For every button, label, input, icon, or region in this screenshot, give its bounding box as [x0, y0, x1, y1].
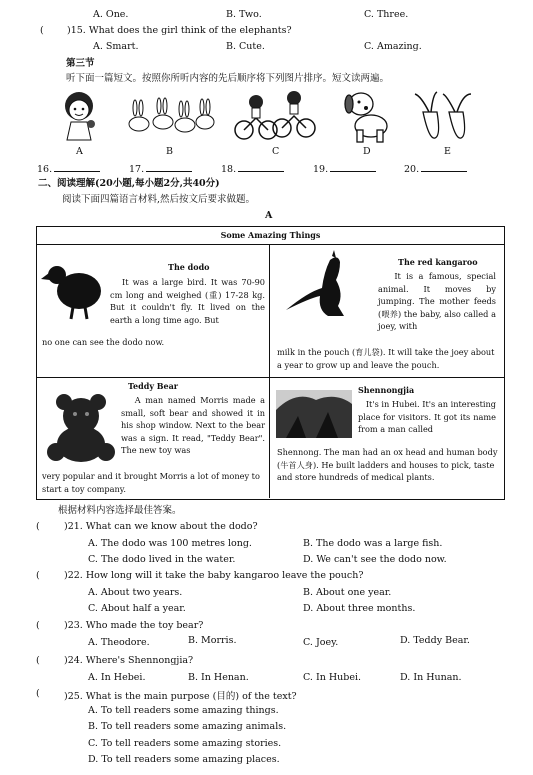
q21-option-a: A. The dodo was 100 metres long.	[88, 538, 252, 549]
answer-blank-17[interactable]: 17.	[129, 162, 192, 176]
q25-bracket[interactable]: (	[36, 688, 40, 699]
q15-option-b: B. Cute.	[226, 41, 265, 52]
kangaroo-icon	[280, 250, 364, 322]
kangaroo-text-bottom: milk in the pouch (育儿袋). It will take the joey about a year to grow up and leave the pouch.	[277, 347, 495, 370]
forest-photo-icon	[276, 390, 352, 438]
q24-option-a: A. In Hebei.	[88, 672, 146, 683]
shennongjia-text-top: It's in Hubei. It's an interesting place for visitors. It got its name from a man called	[358, 399, 496, 435]
q23-option-c: C. Joey.	[303, 637, 339, 648]
q25-option-a: A. To tell readers some amazing things.	[88, 705, 279, 716]
q22-option-a: A. About two years.	[88, 587, 183, 598]
carrots-icon	[411, 90, 477, 142]
q23-option-a: A. Theodore.	[88, 637, 150, 648]
passage-letter: A	[265, 210, 273, 221]
dodo-title: The dodo	[168, 262, 210, 272]
q24-bracket[interactable]: (	[36, 655, 40, 666]
q15-question: )15. What does the girl think of the elephants?	[67, 25, 292, 36]
answer-blank-19[interactable]: 19.	[313, 162, 376, 176]
girl-eating-icon	[55, 88, 103, 144]
dog-icon	[339, 88, 393, 144]
q25-option-b: B. To tell readers some amazing animals.	[88, 721, 287, 732]
q22-option-b: B. About one year.	[303, 587, 392, 598]
dodo-bird-icon	[41, 255, 109, 321]
teddy-text-top: A man named Morris made a small, soft bear and showed it in his shop window. Next to the bear was a sign. It read, "Teddy Bear". The new toy was	[121, 395, 265, 456]
table-title: Some Amazing Things	[220, 230, 321, 240]
teddy-bear-icon	[44, 392, 118, 464]
teddy-title: Teddy Bear	[128, 381, 178, 391]
q25-option-c: C. To tell readers some amazing stories.	[88, 738, 282, 749]
picture-label-e: E	[444, 146, 451, 157]
part2-instruction: 阅读下面四篇语言材料,然后按文后要求做题。	[62, 194, 256, 205]
picture-label-c: C	[272, 146, 280, 157]
picture-label-a: A	[76, 146, 83, 157]
q15-bracket: (	[40, 25, 44, 36]
q14-option-c: C. Three.	[364, 9, 409, 20]
q14-option-b: B. Two.	[226, 9, 262, 20]
q24-option-b: B. In Henan.	[188, 672, 249, 683]
section3-instruction: 听下面一篇短文。按照你所听内容的先后顺序将下列图片排序。短文读两遍。	[66, 73, 390, 84]
shennongjia-title: Shennongjia	[358, 385, 415, 395]
rabbits-icon	[125, 96, 217, 136]
q23-option-b: B. Morris.	[188, 635, 237, 646]
q24-question: )24. Where's Shennongjia?	[64, 655, 194, 666]
q21-option-d: D. We can't see the dodo now.	[303, 554, 447, 565]
section3-title: 第三节	[66, 58, 95, 69]
q22-option-d: D. About three months.	[303, 603, 416, 614]
dodo-text-bottom: no one can see the dodo now.	[42, 337, 165, 347]
q23-option-d: D. Teddy Bear.	[400, 635, 470, 646]
kangaroo-title: The red kangaroo	[398, 257, 478, 267]
kids-cycling-icon	[232, 88, 318, 142]
q25-question: )25. What is the main purpose (目的) of the text?	[64, 691, 297, 702]
answer-blank-18[interactable]: 18.	[221, 162, 284, 176]
shennongjia-text-bottom: Shennong. The man had an ox head and human body (牛首人身). He built ladders and houses to pick, taste and store hundreds of medical plants.	[277, 447, 498, 483]
q21-bracket[interactable]: (	[36, 521, 40, 532]
q23-question: )23. Who made the toy bear?	[64, 620, 204, 631]
part2-title: 二、阅读理解(20小题,每小题2分,共40分)	[38, 178, 220, 189]
picture-label-d: D	[363, 146, 371, 157]
q23-bracket[interactable]: (	[36, 620, 40, 631]
answer-blank-16[interactable]: 16.	[37, 162, 100, 176]
dodo-text-top: It was a large bird. It was 70-90 cm long and weighed (重) 17-28 kg. But it couldn't fly. It lived on the earth a long time ago. But	[110, 277, 265, 325]
q24-option-c: C. In Hubei.	[303, 672, 362, 683]
kangaroo-text-top: It is a famous, special animal. It moves by jumping. The mother feeds (喂养) the baby, also called a joey, with	[378, 271, 496, 332]
q22-question: )22. How long will it take the baby kangaroo leave the pouch?	[64, 570, 364, 581]
q15-option-a: A. Smart.	[93, 41, 139, 52]
teddy-text-bottom: very popular and it brought Morris a lot of money to start a toy company.	[42, 471, 260, 494]
q22-bracket[interactable]: (	[36, 570, 40, 581]
q21-option-c: C. The dodo lived in the water.	[88, 554, 236, 565]
q22-option-c: C. About half a year.	[88, 603, 186, 614]
q21-option-b: B. The dodo was a large fish.	[303, 538, 443, 549]
answer-blank-20[interactable]: 20.	[404, 162, 467, 176]
q21-question: )21. What can we know about the dodo?	[64, 521, 258, 532]
q24-option-d: D. In Hunan.	[400, 672, 462, 683]
q25-option-d: D. To tell readers some amazing places.	[88, 754, 280, 765]
q14-option-a: A. One.	[93, 9, 129, 20]
picture-label-b: B	[166, 146, 173, 157]
q15-option-c: C. Amazing.	[364, 41, 422, 52]
choose-instruction: 根据材料内容选择最佳答案。	[58, 505, 182, 516]
